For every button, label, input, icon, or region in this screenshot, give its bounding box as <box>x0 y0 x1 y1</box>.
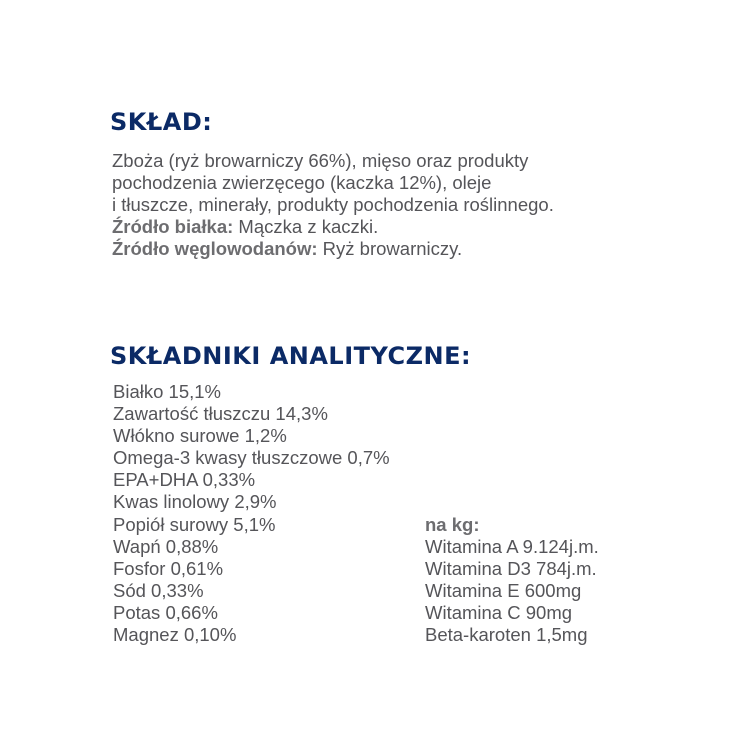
composition-text <box>112 150 672 260</box>
composition-heading: SKŁAD: <box>110 108 213 136</box>
analytical-item: Białko 15,1% <box>113 381 221 402</box>
per-kg-item: Beta-karoten 1,5mg <box>425 624 588 646</box>
carb-source-value: Ryż browarniczy. <box>317 238 463 259</box>
analytical-item: Potas 0,66% <box>113 601 218 623</box>
protein-source <box>112 216 672 238</box>
analytical-item: Włókno surowe 1,2% <box>113 425 287 447</box>
per-kg-item: Witamina C 90mg <box>425 602 573 624</box>
carb-source <box>112 238 672 260</box>
composition-line: i tłuszcze, minerały, produkty pochodzenia roślinnego. <box>112 194 554 215</box>
protein-source-label: Źródło białka: <box>112 216 234 237</box>
per-kg-list <box>425 514 599 647</box>
analytical-item: Popiół surowy 5,1% <box>113 513 276 535</box>
analytical-item: EPA+DHA 0,33% <box>113 469 256 491</box>
analytical-item: Fosfor 0,61% <box>113 557 224 579</box>
analytical-item: Wapń 0,88% <box>113 535 219 557</box>
analytical-list <box>113 381 390 646</box>
per-kg-item: Witamina E 600mg <box>425 580 582 602</box>
composition-line: pochodzenia zwierzęcego (kaczka 12%), oleje <box>112 172 492 193</box>
per-kg-label: na kg: <box>425 514 480 535</box>
analytical-item: Magnez 0,10% <box>113 624 237 646</box>
analytical-item: Omega-3 kwasy tłuszczowe 0,7% <box>113 447 390 469</box>
analytical-item: Zawartość tłuszczu 14,3% <box>113 403 328 425</box>
protein-source-value: Mączka z kaczki. <box>233 216 379 237</box>
composition-line: Zboża (ryż browarniczy 66%), mięso oraz produkty <box>112 150 529 171</box>
analytical-item: Kwas linolowy 2,9% <box>113 491 277 513</box>
analytical-heading: SKŁADNIKI ANALITYCZNE: <box>110 342 472 370</box>
per-kg-item: Witamina D3 784j.m. <box>425 558 597 580</box>
per-kg-item: Witamina A 9.124j.m. <box>425 536 599 558</box>
carb-source-label: Źródło węglowodanów: <box>112 238 318 259</box>
analytical-item: Sód 0,33% <box>113 579 204 601</box>
